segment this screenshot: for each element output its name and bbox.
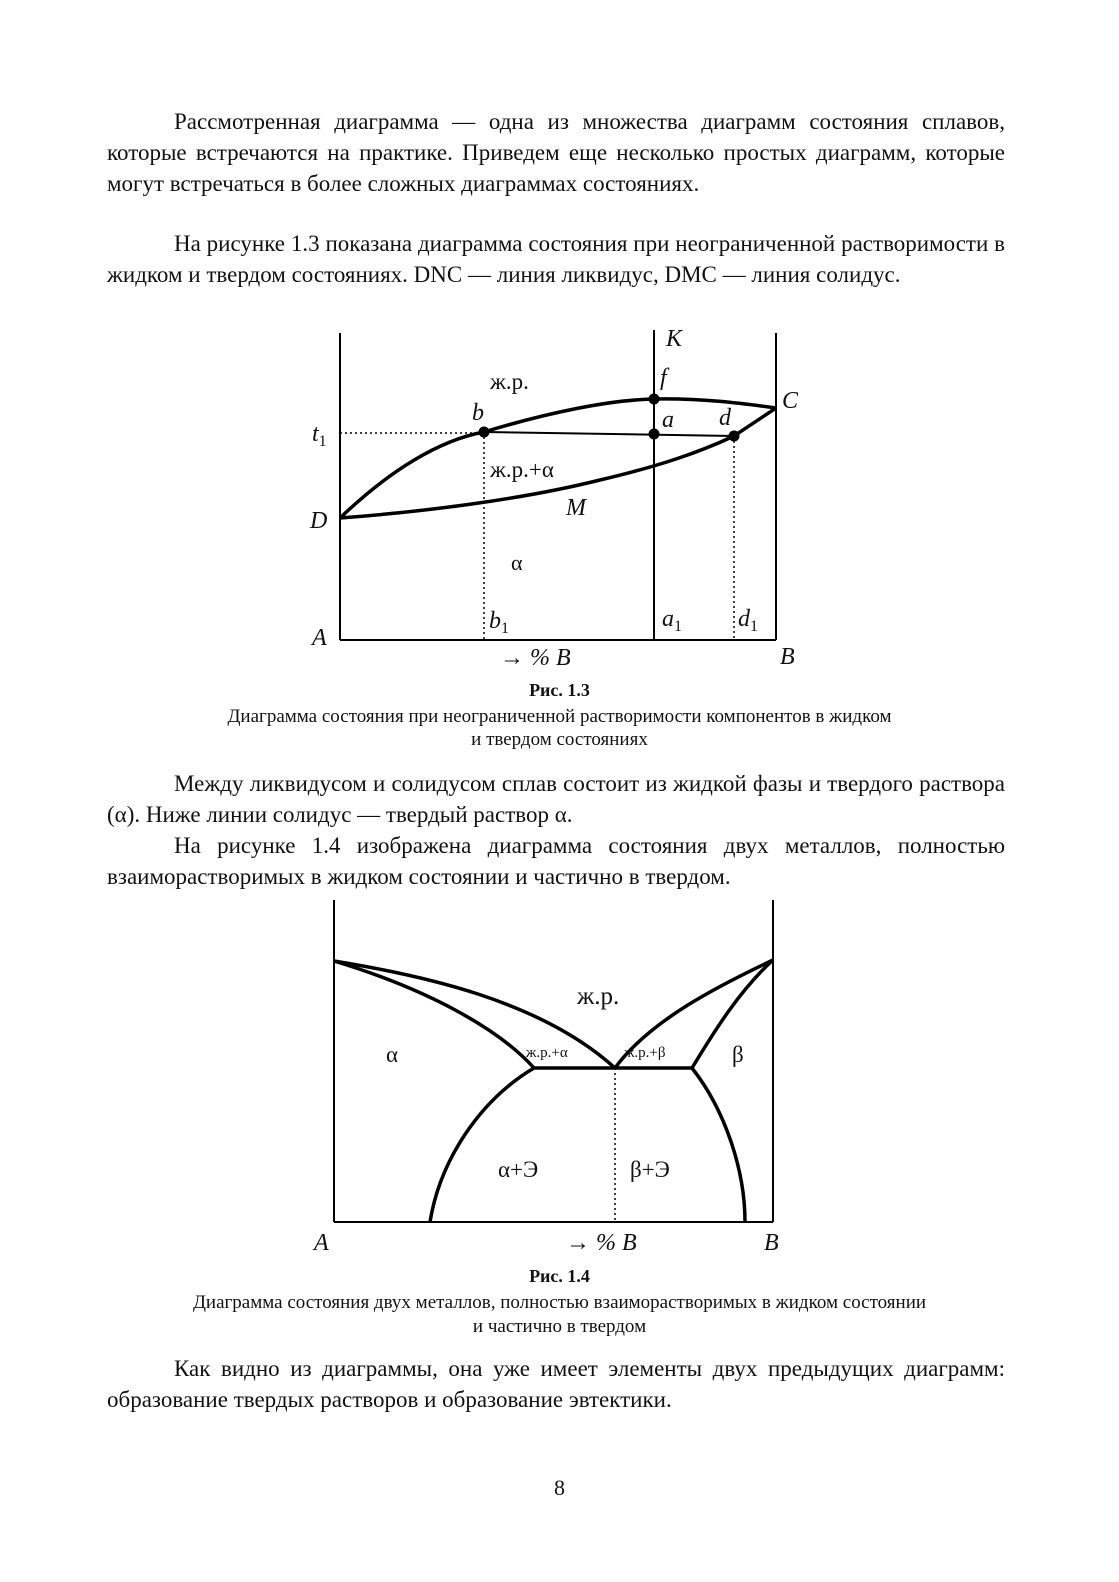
figure-1-3-caption-line1: Диаграмма состояния при неограниченной растворимости компонентов в жидком [227,706,892,727]
label-beta-eutectic: β+Э [630,1157,670,1182]
label-alpha-2: α [386,1042,399,1067]
figure-1-4-caption-line1: Диаграмма состояния двух металлов, полностью взаиморастворимых в жидком состоянии [192,1292,927,1313]
label-d-point: D [310,508,328,534]
label-m: M [566,495,586,521]
label-axis-2: → % B [566,1230,637,1256]
label-a-corner: A [312,625,327,651]
label-liquid: ж.р. [490,369,529,394]
label-b: b [472,400,484,426]
label-axis: → % B [500,645,571,671]
solvus-left [430,1068,534,1222]
label-c: C [782,388,799,414]
label-b-corner-2: B [764,1230,779,1256]
label-a1: $a_1$ [662,606,682,635]
paragraph-between-lines: Между ликвидусом и солидусом сплав состоит из жидкой фазы и твердого раствора (α). Ниже линии солидус — твердый раствор α. [107,771,1005,827]
label-liquid-alpha: ж.р.+α [490,457,554,482]
label-liquid-2: ж.р. [577,983,620,1010]
label-liquid-alpha-2: ж.р.+α [526,1045,568,1061]
figure-1-4-caption-line2: и частично в твердом [472,1316,647,1337]
label-t1: $t_1$ [312,421,327,450]
label-k: K [666,326,683,352]
figure-1-3-caption-line2: и твердом состояниях [471,729,648,750]
label-b1: $b_1$ [489,608,509,637]
label-f: f [660,365,667,391]
label-beta: β [732,1042,744,1067]
paragraph-fig14-description: На рисунке 1.4 изображена диаграмма состояния двух металлов, полностью взаиморастворимых в жидком состоянии и частично в твердом. [107,833,1005,889]
label-alpha-eutectic: α+Э [498,1157,539,1182]
liquidus-left [334,961,615,1068]
paragraph-conclusion: Как видно из диаграммы, она уже имеет элементы двух предыдущих диаграмм: образование твердых растворов и образование эвтектики. [107,1356,1005,1412]
solvus-right [692,1068,745,1222]
solidus-left [334,961,534,1068]
label-a-corner-2: A [314,1230,329,1256]
figure-1-4-title: Рис. 1.4 [529,1266,590,1286]
label-liquid-beta: ж.р.+β [624,1045,666,1061]
paragraph-intro: Рассмотренная диаграмма — одна из множества диаграмм состояния сплавов, которые встречаются на практике. Приведем еще несколько простых диаграмм, которые могут встречаться в более сложных диаграммах состояниях. [107,109,1005,196]
label-b-corner: B [780,644,795,670]
label-d: d [719,405,731,431]
paragraph-fig13-description: На рисунке 1.3 показана диаграмма состояния при неограниченной растворимости в жидком и твердом состояниях. DNC — линия ликвидус, DMC — линия солидус. [107,231,1005,287]
label-alpha: α [511,550,523,575]
label-a: a [662,407,674,433]
page-number: 8 [554,1475,565,1500]
figure-1-3-title: Рис. 1.3 [529,680,590,700]
label-d1: $d_1$ [738,606,758,635]
